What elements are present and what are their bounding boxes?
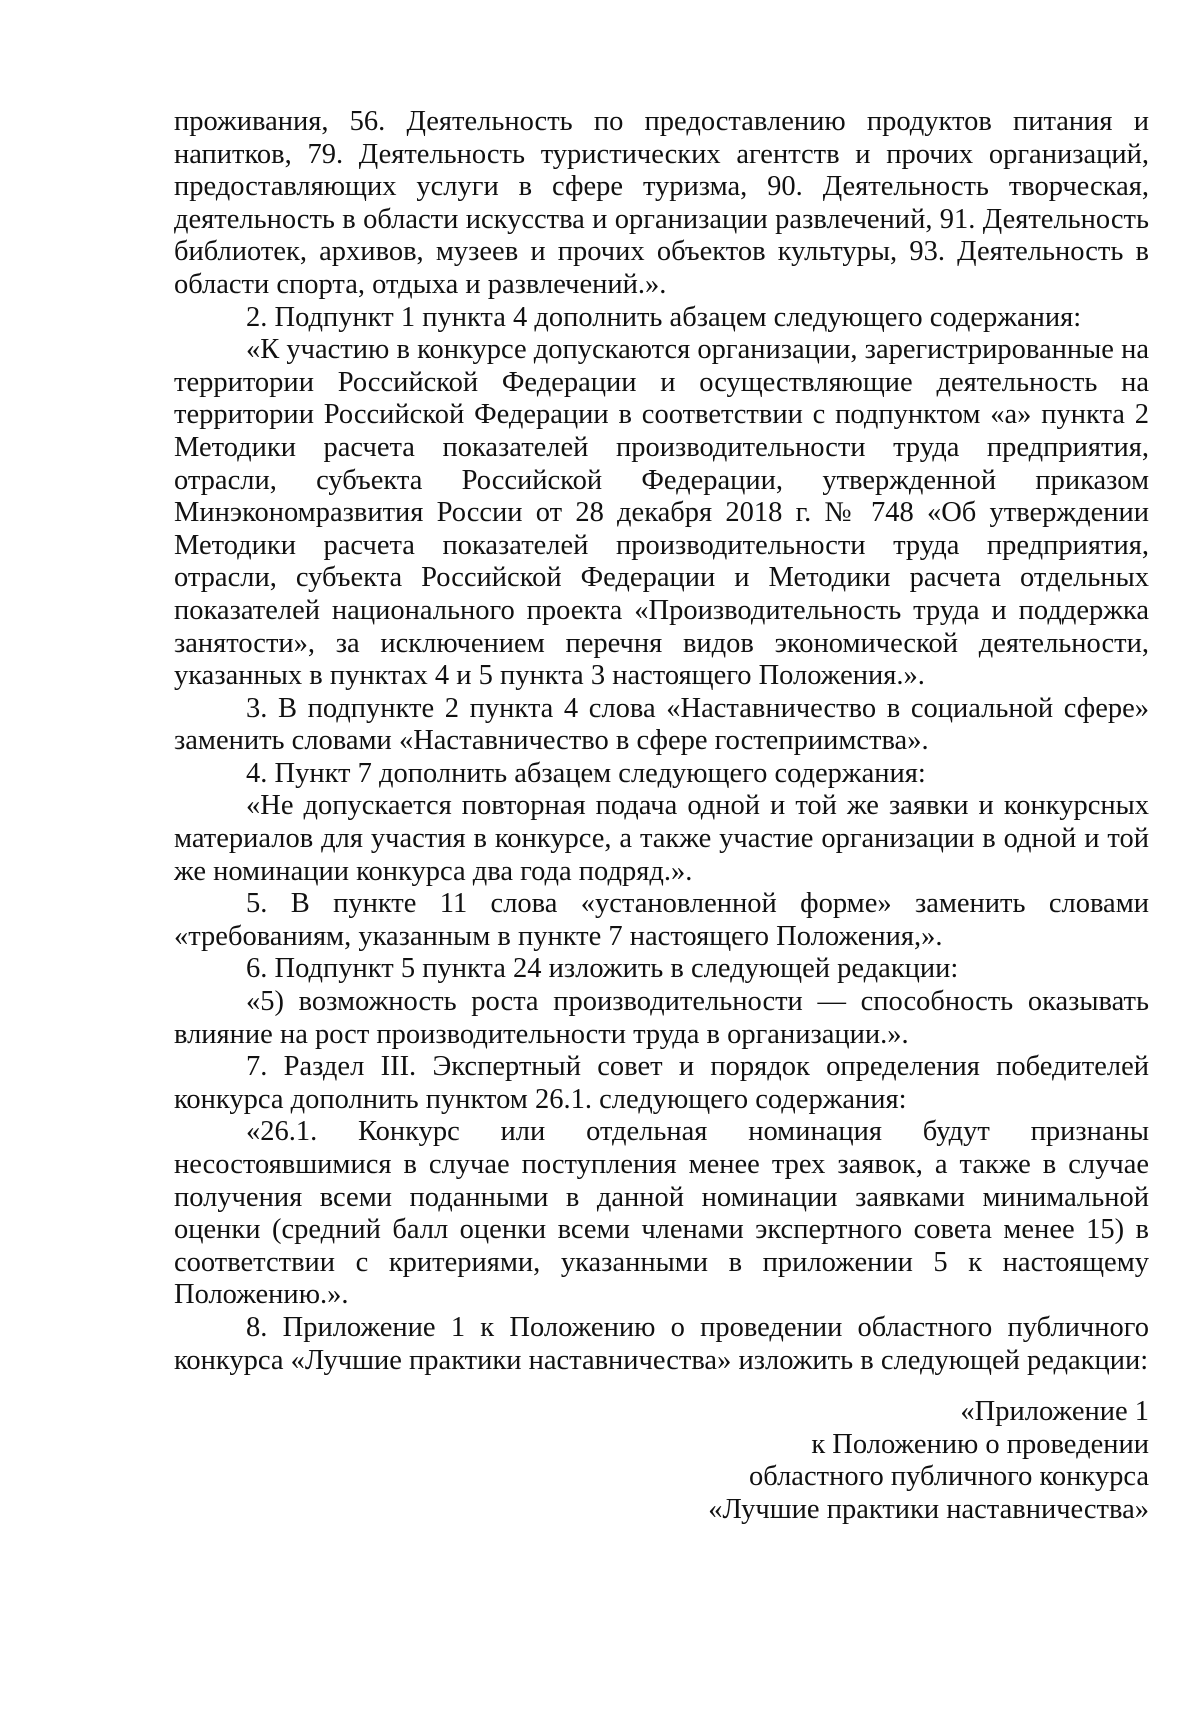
paragraph-item-3: 3. В подпункте 2 пункта 4 слова «Наставничество в социальной сфере» заменить словами «Наставничество в сфере гостеприимства». bbox=[174, 692, 1149, 757]
paragraph-item-6: 6. Подпункт 5 пункта 24 изложить в следующей редакции: bbox=[246, 953, 959, 985]
paragraph-item-2-quote: «К участию в конкурсе допускаются организации, зарегистрированные на территории Российской Федерации и осуществляющие деятельность на территории Российской Федерации в соответствии с подпунктом «а» пункта 2 Методики расчета показателей производительности труда предприятия, отрасли, субъекта Российской Федерации, утвержденной приказом Минэкономразвития России от 28 декабря 2018 г. № 748 «Об утверждении Методики расчета показателей производительности труда предприятия, отрасли, субъекта Российской Федерации и Методики расчета отдельных показателей национального проекта «Производительность труда и поддержка занятости», за исключением перечня видов экономической деятельности, указанных в пунктах 4 и 5 пункта 3 настоящего Положения.». bbox=[174, 334, 1149, 692]
appendix-line: «Лучшие практики наставничества» bbox=[708, 1493, 1149, 1525]
paragraph-item-6-quote: «5) возможность роста производительности — способность оказывать влияние на рост производительности труда в организации.». bbox=[174, 986, 1149, 1050]
paragraph-item-7: 7. Раздел III. Экспертный совет и порядок определения победителей конкурса дополнить пунктом 26.1. следующего содержания: bbox=[174, 1051, 1149, 1115]
paragraph-item-4: 4. Пункт 7 дополнить абзацем следующего содержания: bbox=[246, 757, 926, 789]
paragraph-item-7-quote: «26.1. Конкурс или отдельная номинация будут признаны несостоявшимися в случае поступления менее трех заявок, а также в случае получения всеми поданными в данной номинации заявками минимальной оценки (средний балл оценки всеми членами экспертного совета менее 15) в соответствии с критериями, указанными в приложении 5 к настоящему Положению.». bbox=[174, 1116, 1149, 1311]
paragraph-continuation: проживания, 56. Деятельность по предоставлению продуктов питания и напитков, 79. Деятельность туристических агентств и прочих организаций, предоставляющих услуги в сфере туризма, 90. Деятельность творческая, деятельность в области искусства и организации развлечений, 91. Деятельность библиотек, архивов, музеев и прочих объектов культуры, 93. Деятельность в области спорта, отдыха и развлечений.». bbox=[174, 106, 1149, 300]
appendix-line: областного публичного конкурса bbox=[749, 1461, 1149, 1493]
appendix-heading bbox=[708, 1396, 1149, 1526]
paragraph-item-2: 2. Подпункт 1 пункта 4 дополнить абзацем следующего содержания: bbox=[246, 301, 1082, 333]
appendix-line: «Приложение 1 bbox=[960, 1396, 1149, 1427]
appendix-line: к Положению о проведении bbox=[811, 1428, 1149, 1460]
document-body bbox=[174, 106, 1149, 1377]
paragraph-item-5: 5. В пункте 11 слова «установленной форме» заменить словами «требованиям, указанным в пункте 7 настоящего Положения,». bbox=[174, 888, 1149, 952]
paragraph-item-8: 8. Приложение 1 к Положению о проведении областного публичного конкурса «Лучшие практики наставничества» изложить в следующей редакции: bbox=[174, 1311, 1149, 1376]
paragraph-item-4-quote: «Не допускается повторная подача одной и той же заявки и конкурсных материалов для участия в конкурсе, а также участие организации в одной и той же номинации конкурса два года подряд.». bbox=[174, 790, 1149, 887]
